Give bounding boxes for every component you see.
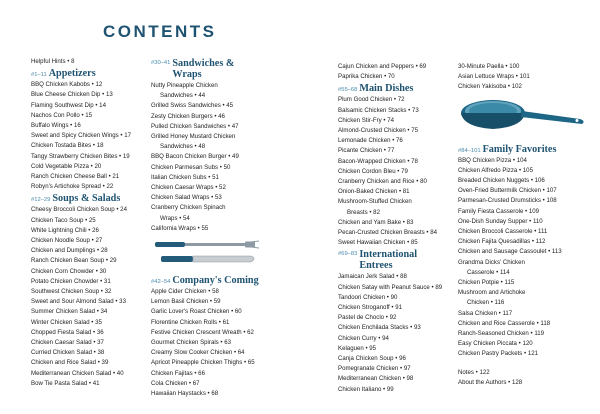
toc-entry[interactable]: Pulled Chicken Sandwiches • 47 (151, 122, 239, 130)
toc-entry[interactable]: Southwest Chicken Soup • 32 (31, 288, 112, 296)
toc-entry[interactable]: Lemon Basil Chicken • 59 (151, 298, 221, 306)
toc-entry[interactable]: Jamaican Jerk Salad • 88 (338, 273, 407, 281)
section-title: Soups & Salads (52, 193, 121, 205)
toc-entry[interactable]: Chicken Caesar Wraps • 52 (151, 184, 226, 192)
toc-entry[interactable]: Oven-Fried Buttermilk Chicken • 107 (458, 187, 557, 195)
section-heading (458, 144, 592, 155)
toc-entry[interactable]: Mediterranean Chicken Salad • 40 (31, 369, 124, 377)
toc-entry[interactable]: Chicken Fajita Quesadillas • 112 (458, 238, 546, 246)
toc-entry[interactable]: Paprika Chicken • 70 (338, 73, 395, 81)
toc-entry[interactable]: Balsamic Chicken Stacks • 73 (338, 106, 419, 114)
toc-entry[interactable]: Sweet Hawaiian Chicken • 85 (338, 239, 418, 247)
toc-entry[interactable]: Sandwiches • 44 (160, 92, 206, 100)
toc-entry[interactable]: Easy Chicken Piccata • 120 (458, 340, 533, 348)
toc-entry[interactable]: Almond-Crusted Chicken • 75 (338, 127, 419, 135)
toc-entry[interactable]: Chicken Taco Soup • 25 (31, 216, 96, 224)
toc-entry[interactable]: Nutty Pineapple Chicken (151, 82, 218, 89)
toc-entry[interactable]: Tangy Strawberry Chicken Bites • 19 (31, 152, 130, 160)
toc-entry[interactable]: Apricot Pineapple Chicken Thighs • 65 (151, 359, 255, 367)
toc-entry[interactable]: Helpful Hints • 8 (31, 58, 75, 65)
toc-entry[interactable]: About the Authors • 128 (458, 378, 523, 386)
toc-entry[interactable]: Zesty Chicken Burgers • 46 (151, 112, 225, 120)
toc-entry[interactable]: Breaded Chicken Nuggets • 106 (458, 177, 545, 185)
toc-entry[interactable]: Cheesy Broccoli Chicken Soup • 24 (31, 206, 127, 214)
toc-entry[interactable]: Chicken Fajitas • 66 (151, 369, 205, 377)
toc-entry[interactable]: Gourmet Chicken Spirals • 63 (151, 339, 232, 347)
toc-entry[interactable]: Ranch-Seasoned Chicken • 119 (458, 330, 545, 338)
toc-entry[interactable]: Chicken Pastry Packets • 121 (458, 350, 539, 358)
contents-title: CONTENTS (103, 22, 217, 41)
toc-entry[interactable]: Garlic Lover's Roast Chicken • 60 (151, 308, 242, 316)
toc-entry[interactable]: Notes • 122 (458, 368, 490, 376)
toc-entry[interactable]: Grilled Swiss Sandwiches • 45 (151, 102, 234, 110)
toc-entry[interactable]: Grandma Dicks' Chicken (458, 258, 525, 266)
toc-entry[interactable]: Casserole • 114 (467, 268, 510, 276)
toc-entry[interactable]: Onion-Baked Chicken • 81 (338, 188, 410, 196)
toc-entry[interactable]: Pomegranate Chicken • 97 (338, 365, 411, 373)
fork-icon (155, 241, 259, 248)
section-heading (338, 249, 472, 271)
toc-entry[interactable]: Bacon-Wrapped Chicken • 78 (338, 157, 418, 165)
toc-entry[interactable]: Chicken Caesar Salad • 37 (31, 339, 104, 347)
skillet-icon (461, 100, 584, 129)
toc-entry[interactable]: Cranberry Chicken and Rice • 80 (338, 178, 427, 186)
toc-entry[interactable]: Chicken Cordon Bleu • 79 (338, 167, 408, 175)
toc-entry[interactable]: Pastel de Choclo • 92 (338, 314, 397, 322)
toc-entry[interactable]: Asian Lettuce Wraps • 101 (458, 73, 530, 81)
toc-entry[interactable]: Chicken and Rice Salad • 39 (31, 359, 109, 367)
section-heading (151, 275, 285, 286)
toc-entry[interactable]: Cola Chicken • 67 (151, 379, 200, 387)
toc-entry[interactable]: Hawaiian Haystacks • 68 (151, 390, 219, 398)
toc-entry[interactable]: California Wraps • 55 (151, 224, 209, 232)
section-title: Family Favorites (482, 143, 557, 155)
toc-entry[interactable]: Chicken • 116 (467, 299, 505, 307)
toc-entry[interactable]: Chicken Potpie • 115 (458, 279, 515, 287)
section-title: Sandwiches & Wraps (172, 58, 235, 80)
toc-entry[interactable]: Parmesan-Crusted Drumsticks • 108 (458, 197, 557, 205)
section-heading (338, 83, 472, 94)
section-range: #1–11 (31, 72, 47, 79)
knife-and-fork-illustration (151, 234, 285, 274)
section-title: Main Dishes (359, 83, 414, 95)
toc-entry[interactable]: Grilled Honey Mustard Chicken (151, 133, 236, 141)
knife-icon (161, 256, 254, 262)
toc-entry[interactable]: Pecan-Crusted Chicken Breasts • 84 (338, 229, 438, 237)
toc-entry[interactable]: Blue Cheese Chicken Dip • 13 (31, 91, 113, 99)
section-range: #42–54 (151, 279, 171, 286)
toc-entry[interactable]: Lemonade Chicken • 76 (338, 137, 403, 145)
toc-entry[interactable]: Chicken Enchilada Stacks • 93 (338, 324, 421, 332)
toc-entry[interactable]: Chicken Broccoli Casserole • 111 (458, 228, 548, 236)
toc-entry[interactable]: Chicken and Yam Bake • 83 (338, 218, 414, 226)
section-title: International Entrees (359, 249, 418, 272)
toc-entry[interactable]: Chicken Tostada Bites • 18 (31, 142, 104, 150)
toc-entry[interactable]: Sweet and Spicy Chicken Wings • 17 (31, 132, 132, 140)
skillet-illustration (458, 93, 592, 143)
toc-entry[interactable]: Chicken Italiano • 99 (338, 385, 394, 393)
toc-entry[interactable]: Chicken and Rice Casserole • 118 (458, 319, 551, 327)
toc-entry[interactable]: Cajun Chicken and Peppers • 69 (338, 63, 427, 70)
toc-entry[interactable]: Chicken Stroganoff • 91 (338, 304, 403, 312)
toc-entry[interactable]: Picante Chicken • 77 (338, 147, 395, 155)
toc-entry[interactable]: Chicken Salad Wraps • 53 (151, 194, 222, 202)
toc-entry[interactable]: Chicken Satay with Peanut Sauce • 89 (338, 283, 443, 291)
toc-entry[interactable]: Chicken Yakisoba • 102 (458, 83, 522, 91)
toc-entry[interactable]: BBQ Chicken Pizza • 104 (458, 156, 527, 164)
toc-column-1 (31, 57, 165, 389)
toc-entry[interactable]: Chicken and Dumplings • 28 (31, 247, 108, 255)
toc-entry[interactable]: Ranch Chicken Cheese Ball • 21 (31, 173, 120, 181)
toc-entry[interactable]: Sandwiches • 48 (160, 143, 206, 151)
toc-entry[interactable]: Curried Chicken Salad • 38 (31, 349, 105, 357)
toc-entry[interactable]: White Lightning Chili • 26 (31, 226, 99, 234)
toc-entry[interactable]: Plum Good Chicken • 72 (338, 96, 405, 104)
toc-entry[interactable]: Ranch Chicken Bean Soup • 29 (31, 257, 117, 265)
toc-entry[interactable]: Sweet and Sour Almond Salad • 33 (31, 298, 126, 306)
toc-entry[interactable]: Cold Vegetable Pizza • 20 (31, 162, 102, 170)
section-title: Company's Coming (172, 275, 259, 287)
toc-entry[interactable]: Canja Chicken Soup • 96 (338, 355, 406, 363)
toc-column-3 (338, 62, 472, 395)
toc-entry[interactable]: Buffalo Wings • 16 (31, 122, 81, 130)
toc-entry[interactable]: Chicken Curry • 94 (338, 334, 389, 342)
toc-entry[interactable]: Chicken Alfredo Pizza • 105 (458, 166, 533, 174)
toc-entry[interactable]: Summer Chicken Salad • 34 (31, 308, 108, 316)
toc-entry[interactable]: Florentine Chicken Rolls • 61 (151, 318, 230, 326)
toc-entry[interactable]: Salsa Chicken • 117 (458, 309, 513, 317)
toc-entry[interactable]: Nachos Con Pollo • 15 (31, 111, 93, 119)
section-range: #69–83 (338, 251, 358, 258)
toc-entry[interactable]: Tandoori Chicken • 90 (338, 293, 398, 301)
section-title: Appetizers (48, 68, 96, 80)
toc-column-4 (458, 62, 592, 388)
section-range: #30–41 (151, 60, 171, 66)
toc-entry[interactable]: Festive Chicken Crescent Wreath • 62 (151, 328, 254, 336)
toc-entry[interactable]: Chicken and Sausage Cassoulet • 113 (458, 248, 562, 256)
toc-entry[interactable]: Chicken Stir-Fry • 74 (338, 116, 394, 124)
toc-entry[interactable]: Bow Tie Pasta Salad • 41 (31, 379, 100, 387)
toc-entry[interactable]: Breasts • 82 (347, 208, 380, 216)
section-range: #84–101 (458, 147, 481, 154)
toc-entry[interactable]: Chopped Fiesta Salad • 36 (31, 328, 104, 336)
toc-column-2 (151, 57, 285, 399)
toc-entry[interactable]: One-Dish Sunday Supper • 110 (458, 217, 543, 225)
toc-entry[interactable]: Family Fiesta Casserole • 109 (458, 207, 540, 215)
toc-entry[interactable]: Kelaguen • 95 (338, 344, 377, 352)
toc-entry[interactable]: Mediterranean Chicken • 98 (338, 375, 414, 383)
toc-entry[interactable]: Mushroom and Artichoke (458, 289, 526, 297)
toc-entry[interactable]: Potato Chicken Chowder • 31 (31, 277, 111, 285)
toc-entry[interactable]: Winter Chicken Salad • 35 (31, 318, 102, 326)
toc-entry[interactable]: Chicken Parmesan Subs • 50 (151, 163, 231, 171)
section-range: #55–68 (338, 87, 358, 94)
section-heading (151, 58, 285, 80)
toc-entry[interactable]: BBQ Chicken Kabobs • 12 (31, 81, 103, 89)
toc-entry[interactable]: Apple Cider Chicken • 58 (151, 288, 219, 296)
section-range: #12–29 (31, 197, 51, 204)
toc-entry[interactable]: Robyn's Artichoke Spread • 22 (31, 183, 114, 191)
toc-entry[interactable]: Italian Chicken Subs • 51 (151, 173, 219, 181)
toc-entry[interactable]: 30-Minute Paella • 100 (458, 63, 520, 70)
toc-entry[interactable]: Flaming Southwest Dip • 14 (31, 101, 106, 109)
toc-entry[interactable]: Chicken Noodle Soup • 27 (31, 237, 103, 245)
spacer (458, 360, 592, 368)
section-heading (31, 193, 165, 204)
toc-entry[interactable]: Chicken Corn Chowder • 30 (31, 267, 107, 275)
toc-entry[interactable]: Wraps • 54 (160, 214, 190, 222)
toc-entry[interactable]: Cranberry Chicken Spinach (151, 204, 226, 212)
toc-entry[interactable]: Creamy Slow Cooker Chicken • 64 (151, 349, 245, 357)
toc-entry[interactable]: Mushroom-Stuffed Chicken (338, 198, 412, 206)
section-heading (31, 68, 165, 79)
toc-entry[interactable]: BBQ Bacon Chicken Burger • 49 (151, 153, 239, 161)
